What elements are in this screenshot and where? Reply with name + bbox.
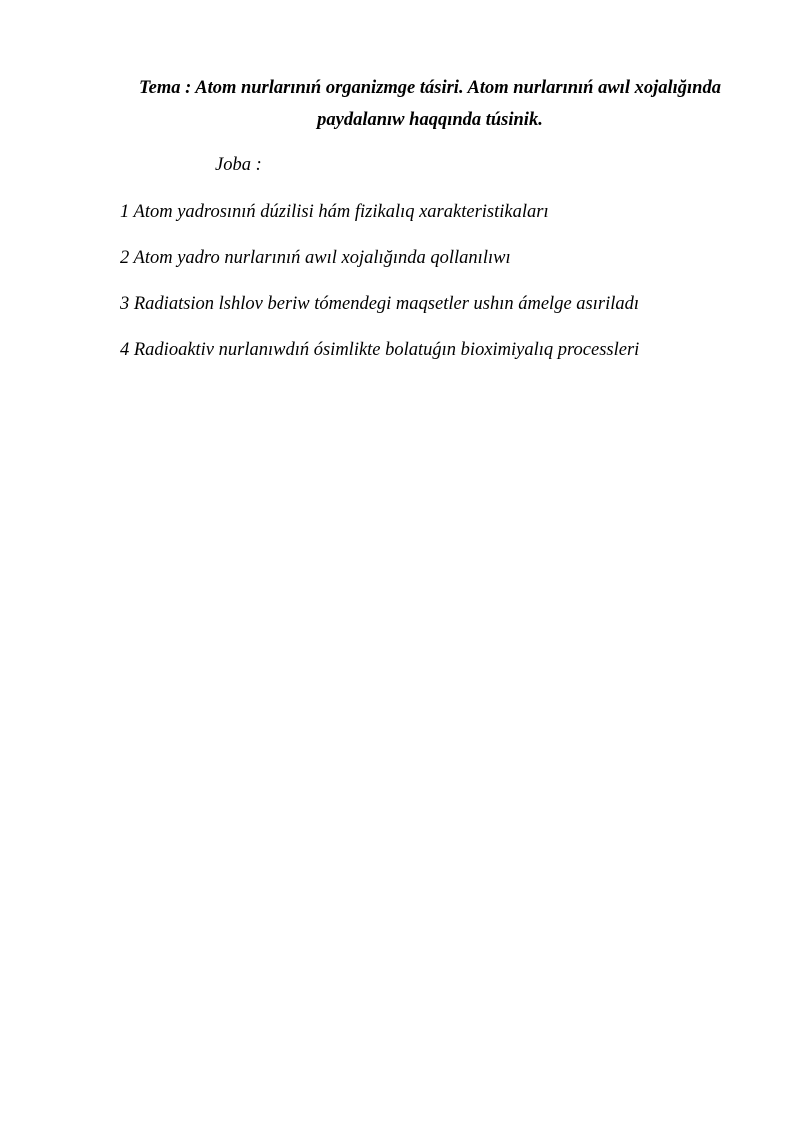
plan-item-1: 1 Atom yadrosınıń dúzilisi hám fizikalıq xarakteristikaları: [120, 202, 549, 222]
plan-heading: Joba :: [215, 155, 262, 175]
title-line-2: paydalanıw haqqında túsinik.: [317, 110, 543, 130]
title-line-1: Tema : Atom nurlarınıń organizmge tásiri. Atom nurlarınıń awıl xojalığında: [139, 78, 721, 98]
plan-list: [120, 199, 639, 383]
plan-item-2: 2 Atom yadro nurlarınıń awıl xojalığında qollanılıwı: [120, 248, 511, 268]
document-title: [100, 72, 760, 136]
plan-item-4: 4 Radioaktiv nurlanıwdıń ósimlikte bolatuǵın bioximiyalıq processleri: [120, 340, 640, 360]
plan-item-3: 3 Radiatsion lshlov beriw tómendegi maqsetler ushın ámelge asıriladı: [120, 294, 639, 314]
